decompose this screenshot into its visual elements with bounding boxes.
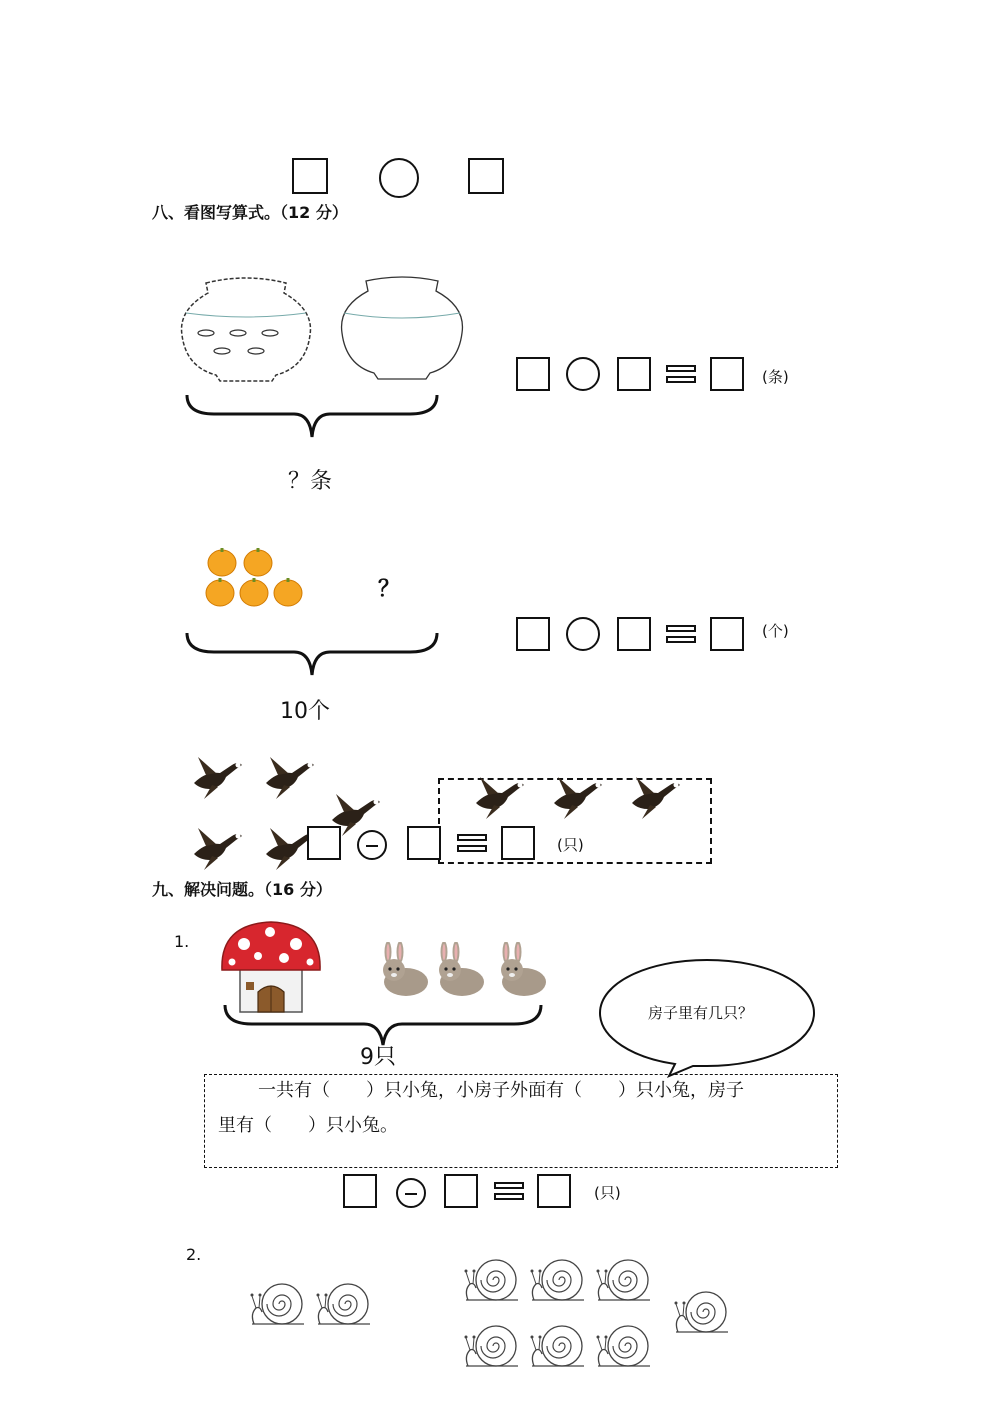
curly-brace	[184, 630, 440, 680]
question-mark: ？	[378, 577, 401, 602]
rabbit-icon	[432, 942, 488, 1000]
operator-circle[interactable]	[566, 617, 600, 651]
operator-circle[interactable]	[566, 357, 600, 391]
answer-box[interactable]	[444, 1174, 478, 1208]
snail-icon	[314, 1278, 374, 1328]
answer-box[interactable]	[516, 617, 550, 651]
snail-icon	[672, 1286, 732, 1336]
snail-icon	[528, 1254, 588, 1304]
goose-icon	[192, 826, 246, 872]
answer-box[interactable]	[537, 1174, 571, 1208]
goose-icon	[192, 755, 246, 801]
snail-icon	[528, 1320, 588, 1370]
section9-heading: 九、解决问题。（16 分）	[152, 880, 332, 899]
equals-sign	[455, 826, 489, 860]
unit-label: (条)	[762, 368, 789, 386]
rabbit-icon	[376, 942, 432, 1000]
total-label: 10个	[280, 699, 330, 724]
answer-box[interactable]	[501, 826, 535, 860]
minus-circle	[396, 1178, 426, 1208]
answer-box[interactable]	[710, 617, 744, 651]
answer-box[interactable]	[617, 617, 651, 651]
equals-sign	[664, 357, 698, 391]
unit-label: (只)	[557, 836, 584, 854]
empty-fishbowl-icon	[336, 275, 468, 383]
rabbit-icon	[494, 942, 550, 1000]
answer-box[interactable]	[307, 826, 341, 860]
question-number: 2.	[186, 1245, 202, 1264]
answer-box[interactable]	[343, 1174, 377, 1208]
pumpkins-icon	[200, 543, 310, 613]
question-number: 1.	[174, 932, 190, 951]
snail-icon	[594, 1320, 654, 1370]
fishbowl-with-fish-icon	[176, 275, 316, 385]
answer-box[interactable]	[407, 826, 441, 860]
answer-box[interactable]	[516, 357, 550, 391]
goose-icon	[552, 775, 606, 821]
equals-sign	[664, 617, 698, 651]
goose-icon	[630, 775, 684, 821]
unit-label: (个)	[762, 622, 789, 640]
answer-box[interactable]	[617, 357, 651, 391]
snail-icon	[248, 1278, 308, 1328]
minus-circle	[357, 830, 387, 860]
snail-icon	[462, 1320, 522, 1370]
snail-icon	[462, 1254, 522, 1304]
fill-in-line: 一共有（ ）只小兔，小房子外面有（ ）只小兔，房子	[258, 1080, 744, 1101]
goose-icon	[474, 775, 528, 821]
curly-brace	[184, 392, 440, 442]
answer-box[interactable]	[468, 158, 504, 194]
fill-in-line: 里有（ ）只小兔。	[218, 1115, 398, 1136]
equals-sign	[492, 1174, 526, 1208]
total-label: ？条	[288, 469, 333, 494]
total-label: 9只	[360, 1045, 396, 1070]
unit-label: (只)	[594, 1184, 621, 1202]
speech-text: 房子里有几只？	[648, 1004, 754, 1022]
answer-box[interactable]	[710, 357, 744, 391]
section8-heading: 八、看图写算式。（12 分）	[152, 203, 348, 222]
operator-circle[interactable]	[379, 158, 419, 198]
snail-icon	[594, 1254, 654, 1304]
goose-icon	[264, 755, 318, 801]
answer-box[interactable]	[292, 158, 328, 194]
